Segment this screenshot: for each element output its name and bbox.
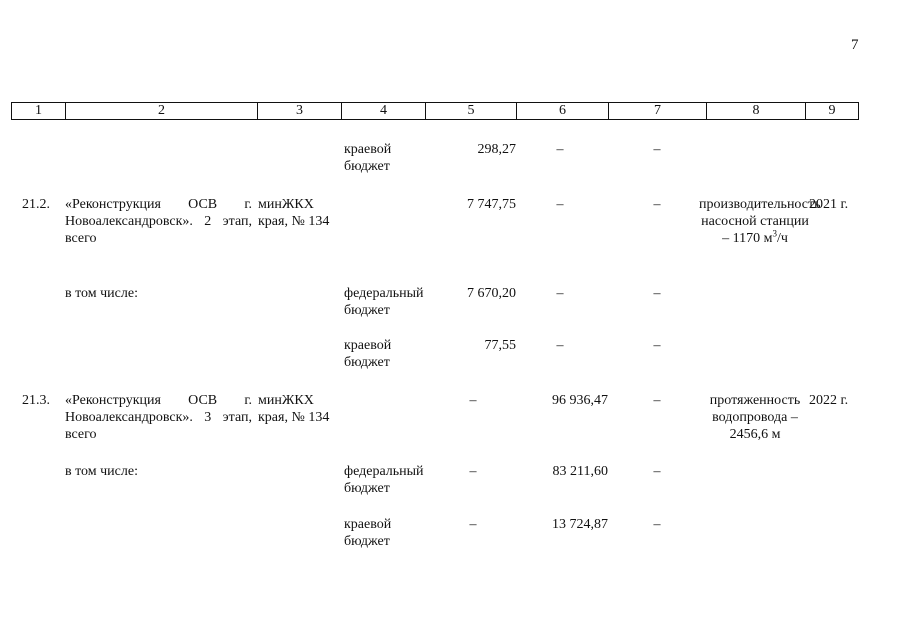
- amount-col7: –: [653, 517, 661, 532]
- column-header-row: [11, 102, 859, 120]
- indicator-text: производительность насосной станции – 1170 м: [699, 197, 821, 246]
- column-number-9: 9: [806, 103, 859, 120]
- indicator: [699, 196, 821, 247]
- column-number-1: 1: [12, 103, 66, 120]
- column-number-8: 8: [707, 103, 806, 120]
- amount-col7: –: [653, 142, 661, 157]
- amount-col6: –: [556, 197, 564, 212]
- amount-col7: –: [653, 393, 661, 408]
- indicator-superscript: 3: [772, 228, 777, 239]
- amount-col5: 7 670,20: [467, 286, 516, 301]
- budget-source: федеральный бюджет: [344, 464, 424, 496]
- amount-col7: –: [653, 286, 661, 301]
- column-number-3: 3: [258, 103, 342, 120]
- amount-col5: 298,27: [477, 142, 516, 157]
- amount-col6: 96 936,47: [552, 393, 608, 408]
- amount-col5: 77,55: [484, 338, 516, 353]
- amount-col6: –: [556, 142, 564, 157]
- budget-source: краевой бюджет: [344, 517, 392, 549]
- budget-source: федеральный бюджет: [344, 286, 424, 318]
- column-number-5: 5: [426, 103, 517, 120]
- item-name: в том числе:: [65, 286, 138, 301]
- completion-year: 2022 г.: [809, 393, 849, 408]
- column-number-2: 2: [66, 103, 258, 120]
- amount-col5: –: [469, 517, 477, 532]
- item-name: «Реконструкция ОСВ г. Новоалександровск». 2 этап, всего: [65, 197, 252, 246]
- amount-col5: 7 747,75: [467, 197, 516, 212]
- amount-col5: –: [469, 393, 477, 408]
- amount-col6: 13 724,87: [552, 517, 608, 532]
- amount-col7: –: [653, 197, 661, 212]
- amount-col7: –: [653, 464, 661, 479]
- executor: минЖКХ края, № 134: [258, 393, 330, 425]
- executor: минЖКХ края, № 134: [258, 197, 330, 229]
- item-number: 21.3.: [22, 393, 50, 408]
- column-number-4: 4: [342, 103, 426, 120]
- budget-source: краевой бюджет: [344, 338, 392, 370]
- amount-col7: –: [653, 338, 661, 353]
- item-number: 21.2.: [22, 197, 50, 212]
- page-number: 7: [851, 37, 859, 53]
- amount-col6: –: [556, 286, 564, 301]
- completion-year: 2021 г.: [809, 197, 849, 212]
- amount-col6: –: [556, 338, 564, 353]
- column-number-6: 6: [517, 103, 609, 120]
- column-number-7: 7: [609, 103, 707, 120]
- item-name: в том числе:: [65, 464, 138, 479]
- indicator-unit: /ч: [776, 231, 788, 246]
- indicator: протяженность водопровода – 2456,6 м: [709, 393, 801, 442]
- amount-col6: 83 211,60: [552, 464, 608, 479]
- amount-col5: –: [469, 464, 477, 479]
- item-name: «Реконструкция ОСВ г. Новоалександровск». 3 этап, всего: [65, 393, 252, 442]
- budget-source: краевой бюджет: [344, 142, 392, 174]
